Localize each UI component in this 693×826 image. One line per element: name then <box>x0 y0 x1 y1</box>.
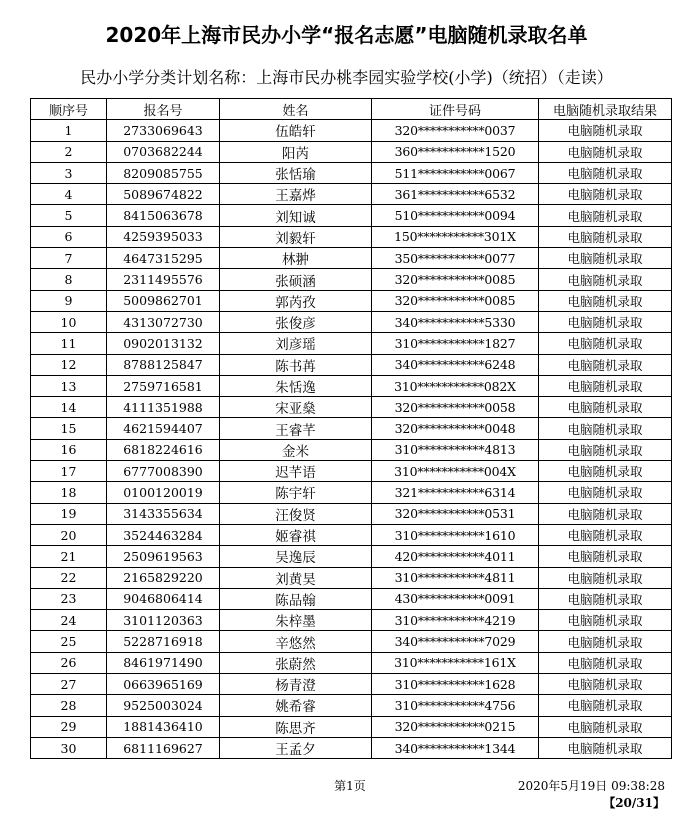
cell-reg: 6777008390 <box>107 461 220 482</box>
cell-name: 迟芊语 <box>220 461 372 482</box>
cell-seq: 24 <box>31 610 107 631</box>
header-reg: 报名号 <box>107 99 220 120</box>
cell-id: 361***********6532 <box>372 184 539 205</box>
cell-seq: 21 <box>31 546 107 567</box>
table-row <box>31 375 672 396</box>
cell-reg: 5009862701 <box>107 290 220 311</box>
cell-result: 电脑随机录取 <box>539 567 672 588</box>
cell-id: 320***********0215 <box>372 716 539 737</box>
cell-seq: 18 <box>31 482 107 503</box>
cell-seq: 14 <box>31 397 107 418</box>
cell-result: 电脑随机录取 <box>539 375 672 396</box>
cell-id: 310***********4811 <box>372 567 539 588</box>
cell-reg: 3101120363 <box>107 610 220 631</box>
cell-id: 320***********0531 <box>372 503 539 524</box>
admission-table <box>30 98 672 759</box>
cell-seq: 29 <box>31 716 107 737</box>
cell-name: 汪俊贤 <box>220 503 372 524</box>
cell-seq: 12 <box>31 354 107 375</box>
cell-result: 电脑随机录取 <box>539 141 672 162</box>
table-row <box>31 652 672 673</box>
table-row <box>31 226 672 247</box>
cell-result: 电脑随机录取 <box>539 439 672 460</box>
cell-reg: 4259395033 <box>107 226 220 247</box>
cell-seq: 7 <box>31 248 107 269</box>
cell-id: 310***********1628 <box>372 674 539 695</box>
cell-result: 电脑随机录取 <box>539 737 672 758</box>
cell-id: 310***********004X <box>372 461 539 482</box>
table-row <box>31 205 672 226</box>
cell-id: 510***********0094 <box>372 205 539 226</box>
table-row <box>31 120 672 141</box>
cell-result: 电脑随机录取 <box>539 482 672 503</box>
cell-result: 电脑随机录取 <box>539 120 672 141</box>
cell-reg: 1881436410 <box>107 716 220 737</box>
cell-name: 张俊彦 <box>220 311 372 332</box>
cell-seq: 3 <box>31 162 107 183</box>
cell-name: 姚希睿 <box>220 695 372 716</box>
cell-id: 310***********161X <box>372 652 539 673</box>
plan-subtitle: 民办小学分类计划名称：上海市民办桃李园实验学校(小学)（统招）（走读） <box>80 68 613 87</box>
cell-reg: 0663965169 <box>107 674 220 695</box>
cell-reg: 0100120019 <box>107 482 220 503</box>
cell-seq: 23 <box>31 588 107 609</box>
cell-name: 朱恬逸 <box>220 375 372 396</box>
cell-seq: 15 <box>31 418 107 439</box>
table-row <box>31 524 672 545</box>
cell-name: 林翀 <box>220 248 372 269</box>
cell-seq: 22 <box>31 567 107 588</box>
table-row <box>31 248 672 269</box>
cell-name: 朱梓墨 <box>220 610 372 631</box>
cell-name: 王孟夕 <box>220 737 372 758</box>
header-seq: 顺序号 <box>31 99 107 120</box>
page-number: 第1页 <box>334 779 366 793</box>
cell-result: 电脑随机录取 <box>539 524 672 545</box>
table-row <box>31 141 672 162</box>
cell-result: 电脑随机录取 <box>539 461 672 482</box>
cell-name: 王睿芊 <box>220 418 372 439</box>
cell-result: 电脑随机录取 <box>539 162 672 183</box>
cell-id: 360***********1520 <box>372 141 539 162</box>
cell-reg: 0902013132 <box>107 333 220 354</box>
table-row <box>31 588 672 609</box>
cell-name: 杨青澄 <box>220 674 372 695</box>
cell-seq: 19 <box>31 503 107 524</box>
table-header-row <box>31 99 672 120</box>
cell-reg: 2733069643 <box>107 120 220 141</box>
cell-result: 电脑随机录取 <box>539 418 672 439</box>
cell-result: 电脑随机录取 <box>539 226 672 247</box>
table-body <box>31 120 672 759</box>
table-row <box>31 610 672 631</box>
cell-id: 150***********301X <box>372 226 539 247</box>
cell-result: 电脑随机录取 <box>539 333 672 354</box>
table-row <box>31 482 672 503</box>
cell-id: 511***********0067 <box>372 162 539 183</box>
cell-name: 郭芮孜 <box>220 290 372 311</box>
cell-seq: 25 <box>31 631 107 652</box>
table-row <box>31 418 672 439</box>
cell-result: 电脑随机录取 <box>539 184 672 205</box>
cell-name: 陈品翰 <box>220 588 372 609</box>
table-row <box>31 461 672 482</box>
cell-seq: 1 <box>31 120 107 141</box>
table-row <box>31 546 672 567</box>
cell-id: 340***********6248 <box>372 354 539 375</box>
cell-id: 430***********0091 <box>372 588 539 609</box>
cell-id: 310***********1827 <box>372 333 539 354</box>
cell-name: 吴逸辰 <box>220 546 372 567</box>
cell-id: 320***********0085 <box>372 269 539 290</box>
cell-seq: 27 <box>31 674 107 695</box>
page-title: 2020年上海市民办小学“报名志愿”电脑随机录取名单 <box>105 23 588 47</box>
cell-id: 340***********1344 <box>372 737 539 758</box>
cell-reg: 3143355634 <box>107 503 220 524</box>
table-row <box>31 354 672 375</box>
cell-result: 电脑随机录取 <box>539 290 672 311</box>
cell-result: 电脑随机录取 <box>539 631 672 652</box>
cell-reg: 8461971490 <box>107 652 220 673</box>
table-row <box>31 695 672 716</box>
table-row <box>31 716 672 737</box>
cell-seq: 20 <box>31 524 107 545</box>
cell-reg: 8209085755 <box>107 162 220 183</box>
cell-result: 电脑随机录取 <box>539 269 672 290</box>
cell-reg: 2509619563 <box>107 546 220 567</box>
cell-name: 刘知诚 <box>220 205 372 226</box>
cell-result: 电脑随机录取 <box>539 610 672 631</box>
cell-result: 电脑随机录取 <box>539 311 672 332</box>
cell-name: 宋亚燊 <box>220 397 372 418</box>
table-row <box>31 503 672 524</box>
cell-result: 电脑随机录取 <box>539 588 672 609</box>
cell-reg: 3524463284 <box>107 524 220 545</box>
cell-seq: 13 <box>31 375 107 396</box>
cell-reg: 6811169627 <box>107 737 220 758</box>
cell-result: 电脑随机录取 <box>539 503 672 524</box>
cell-id: 320***********0037 <box>372 120 539 141</box>
cell-name: 陈书苒 <box>220 354 372 375</box>
table-row <box>31 184 672 205</box>
cell-result: 电脑随机录取 <box>539 205 672 226</box>
cell-result: 电脑随机录取 <box>539 248 672 269</box>
table-row <box>31 290 672 311</box>
cell-result: 电脑随机录取 <box>539 652 672 673</box>
cell-name: 陈思齐 <box>220 716 372 737</box>
cell-seq: 28 <box>31 695 107 716</box>
cell-reg: 8415063678 <box>107 205 220 226</box>
header-name: 姓名 <box>220 99 372 120</box>
cell-name: 刘彦瑶 <box>220 333 372 354</box>
cell-reg: 4647315295 <box>107 248 220 269</box>
cell-result: 电脑随机录取 <box>539 716 672 737</box>
cell-name: 姬睿祺 <box>220 524 372 545</box>
cell-id: 320***********0085 <box>372 290 539 311</box>
cell-name: 张恬瑜 <box>220 162 372 183</box>
cell-name: 张硕涵 <box>220 269 372 290</box>
cell-result: 电脑随机录取 <box>539 546 672 567</box>
cell-seq: 2 <box>31 141 107 162</box>
cell-id: 350***********0077 <box>372 248 539 269</box>
cell-reg: 5228716918 <box>107 631 220 652</box>
cell-seq: 17 <box>31 461 107 482</box>
cell-name: 阳芮 <box>220 141 372 162</box>
cell-name: 伍皓轩 <box>220 120 372 141</box>
cell-id: 420***********4011 <box>372 546 539 567</box>
cell-seq: 26 <box>31 652 107 673</box>
print-datetime: 2020年5月19日 09:38:28 <box>517 779 665 793</box>
cell-id: 310***********4219 <box>372 610 539 631</box>
header-result: 电脑随机录取结果 <box>539 99 672 120</box>
cell-seq: 11 <box>31 333 107 354</box>
cell-reg: 2759716581 <box>107 375 220 396</box>
cell-reg: 2311495576 <box>107 269 220 290</box>
table-row <box>31 311 672 332</box>
cell-reg: 2165829220 <box>107 567 220 588</box>
cell-seq: 8 <box>31 269 107 290</box>
cell-seq: 4 <box>31 184 107 205</box>
table-row <box>31 737 672 758</box>
cell-id: 340***********5330 <box>372 311 539 332</box>
cell-seq: 5 <box>31 205 107 226</box>
cell-seq: 30 <box>31 737 107 758</box>
cell-id: 310***********4756 <box>372 695 539 716</box>
cell-name: 金米 <box>220 439 372 460</box>
table-row <box>31 333 672 354</box>
cell-reg: 9046806414 <box>107 588 220 609</box>
cell-name: 辛悠然 <box>220 631 372 652</box>
cell-reg: 5089674822 <box>107 184 220 205</box>
header-id: 证件号码 <box>372 99 539 120</box>
table-row <box>31 269 672 290</box>
table-row <box>31 439 672 460</box>
cell-name: 张蔚然 <box>220 652 372 673</box>
cell-reg: 6818224616 <box>107 439 220 460</box>
cell-id: 320***********0048 <box>372 418 539 439</box>
page-counter: 【20/31】 <box>603 796 665 810</box>
cell-name: 刘毅轩 <box>220 226 372 247</box>
cell-result: 电脑随机录取 <box>539 354 672 375</box>
cell-id: 310***********4813 <box>372 439 539 460</box>
table-row <box>31 567 672 588</box>
cell-seq: 16 <box>31 439 107 460</box>
cell-reg: 4621594407 <box>107 418 220 439</box>
cell-reg: 8788125847 <box>107 354 220 375</box>
table-row <box>31 631 672 652</box>
cell-name: 陈宇轩 <box>220 482 372 503</box>
cell-name: 王嘉烨 <box>220 184 372 205</box>
cell-name: 刘黄昊 <box>220 567 372 588</box>
cell-reg: 9525003024 <box>107 695 220 716</box>
cell-seq: 9 <box>31 290 107 311</box>
cell-reg: 4111351988 <box>107 397 220 418</box>
cell-id: 321***********6314 <box>372 482 539 503</box>
table-row <box>31 397 672 418</box>
cell-reg: 0703682244 <box>107 141 220 162</box>
cell-result: 电脑随机录取 <box>539 695 672 716</box>
cell-id: 310***********082X <box>372 375 539 396</box>
cell-reg: 4313072730 <box>107 311 220 332</box>
cell-id: 310***********1610 <box>372 524 539 545</box>
table-row <box>31 162 672 183</box>
cell-id: 320***********0058 <box>372 397 539 418</box>
cell-id: 340***********7029 <box>372 631 539 652</box>
cell-seq: 6 <box>31 226 107 247</box>
cell-seq: 10 <box>31 311 107 332</box>
cell-result: 电脑随机录取 <box>539 674 672 695</box>
cell-result: 电脑随机录取 <box>539 397 672 418</box>
table-row <box>31 674 672 695</box>
